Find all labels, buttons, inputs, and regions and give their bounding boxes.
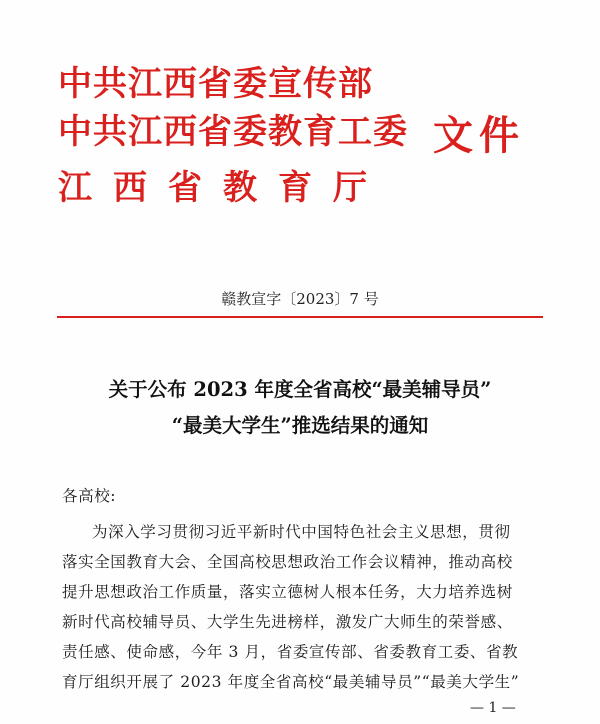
body-text-line: 为深入学习贯彻习近平新时代中国特色社会主义思想，贯彻 (92, 523, 511, 541)
salutation: 各高校: (62, 487, 117, 505)
body-text-line: 育厅组织开展了 2023 年度全省高校“最美辅导员”“最美大学生” (62, 673, 520, 691)
issuer-education-department: 江西省教育厅 (58, 168, 388, 208)
red-divider-line (57, 316, 543, 318)
issuer-publicity-department: 中共江西省委宣传部 (58, 64, 373, 104)
notice-title-line-2: “最美大学生”推选结果的通知 (171, 414, 429, 437)
document-type-label: 文件 (433, 113, 525, 159)
notice-title-line-1: 关于公布 2023 年度全省高校“最美辅导员” (108, 378, 492, 401)
page-number: — 1 — (470, 700, 516, 716)
body-text-line: 落实全国教育大会、全国高校思想政治工作会议精神，推动高校 (62, 553, 513, 571)
issuer-education-work-committee: 中共江西省委教育工委 (58, 112, 408, 152)
body-text-line: 提升思想政治工作质量，落实立德树人根本任务，大力培养选树 (62, 583, 513, 601)
body-text-line: 责任感、使命感，今年 3 月，省委宣传部、省委教育工委、省教 (62, 643, 519, 661)
body-text-line: 新时代高校辅导员、大学生先进榜样，激发广大师生的荣誉感、 (62, 613, 513, 631)
document-number: 赣教宣字〔2023〕7 号 (221, 290, 379, 308)
